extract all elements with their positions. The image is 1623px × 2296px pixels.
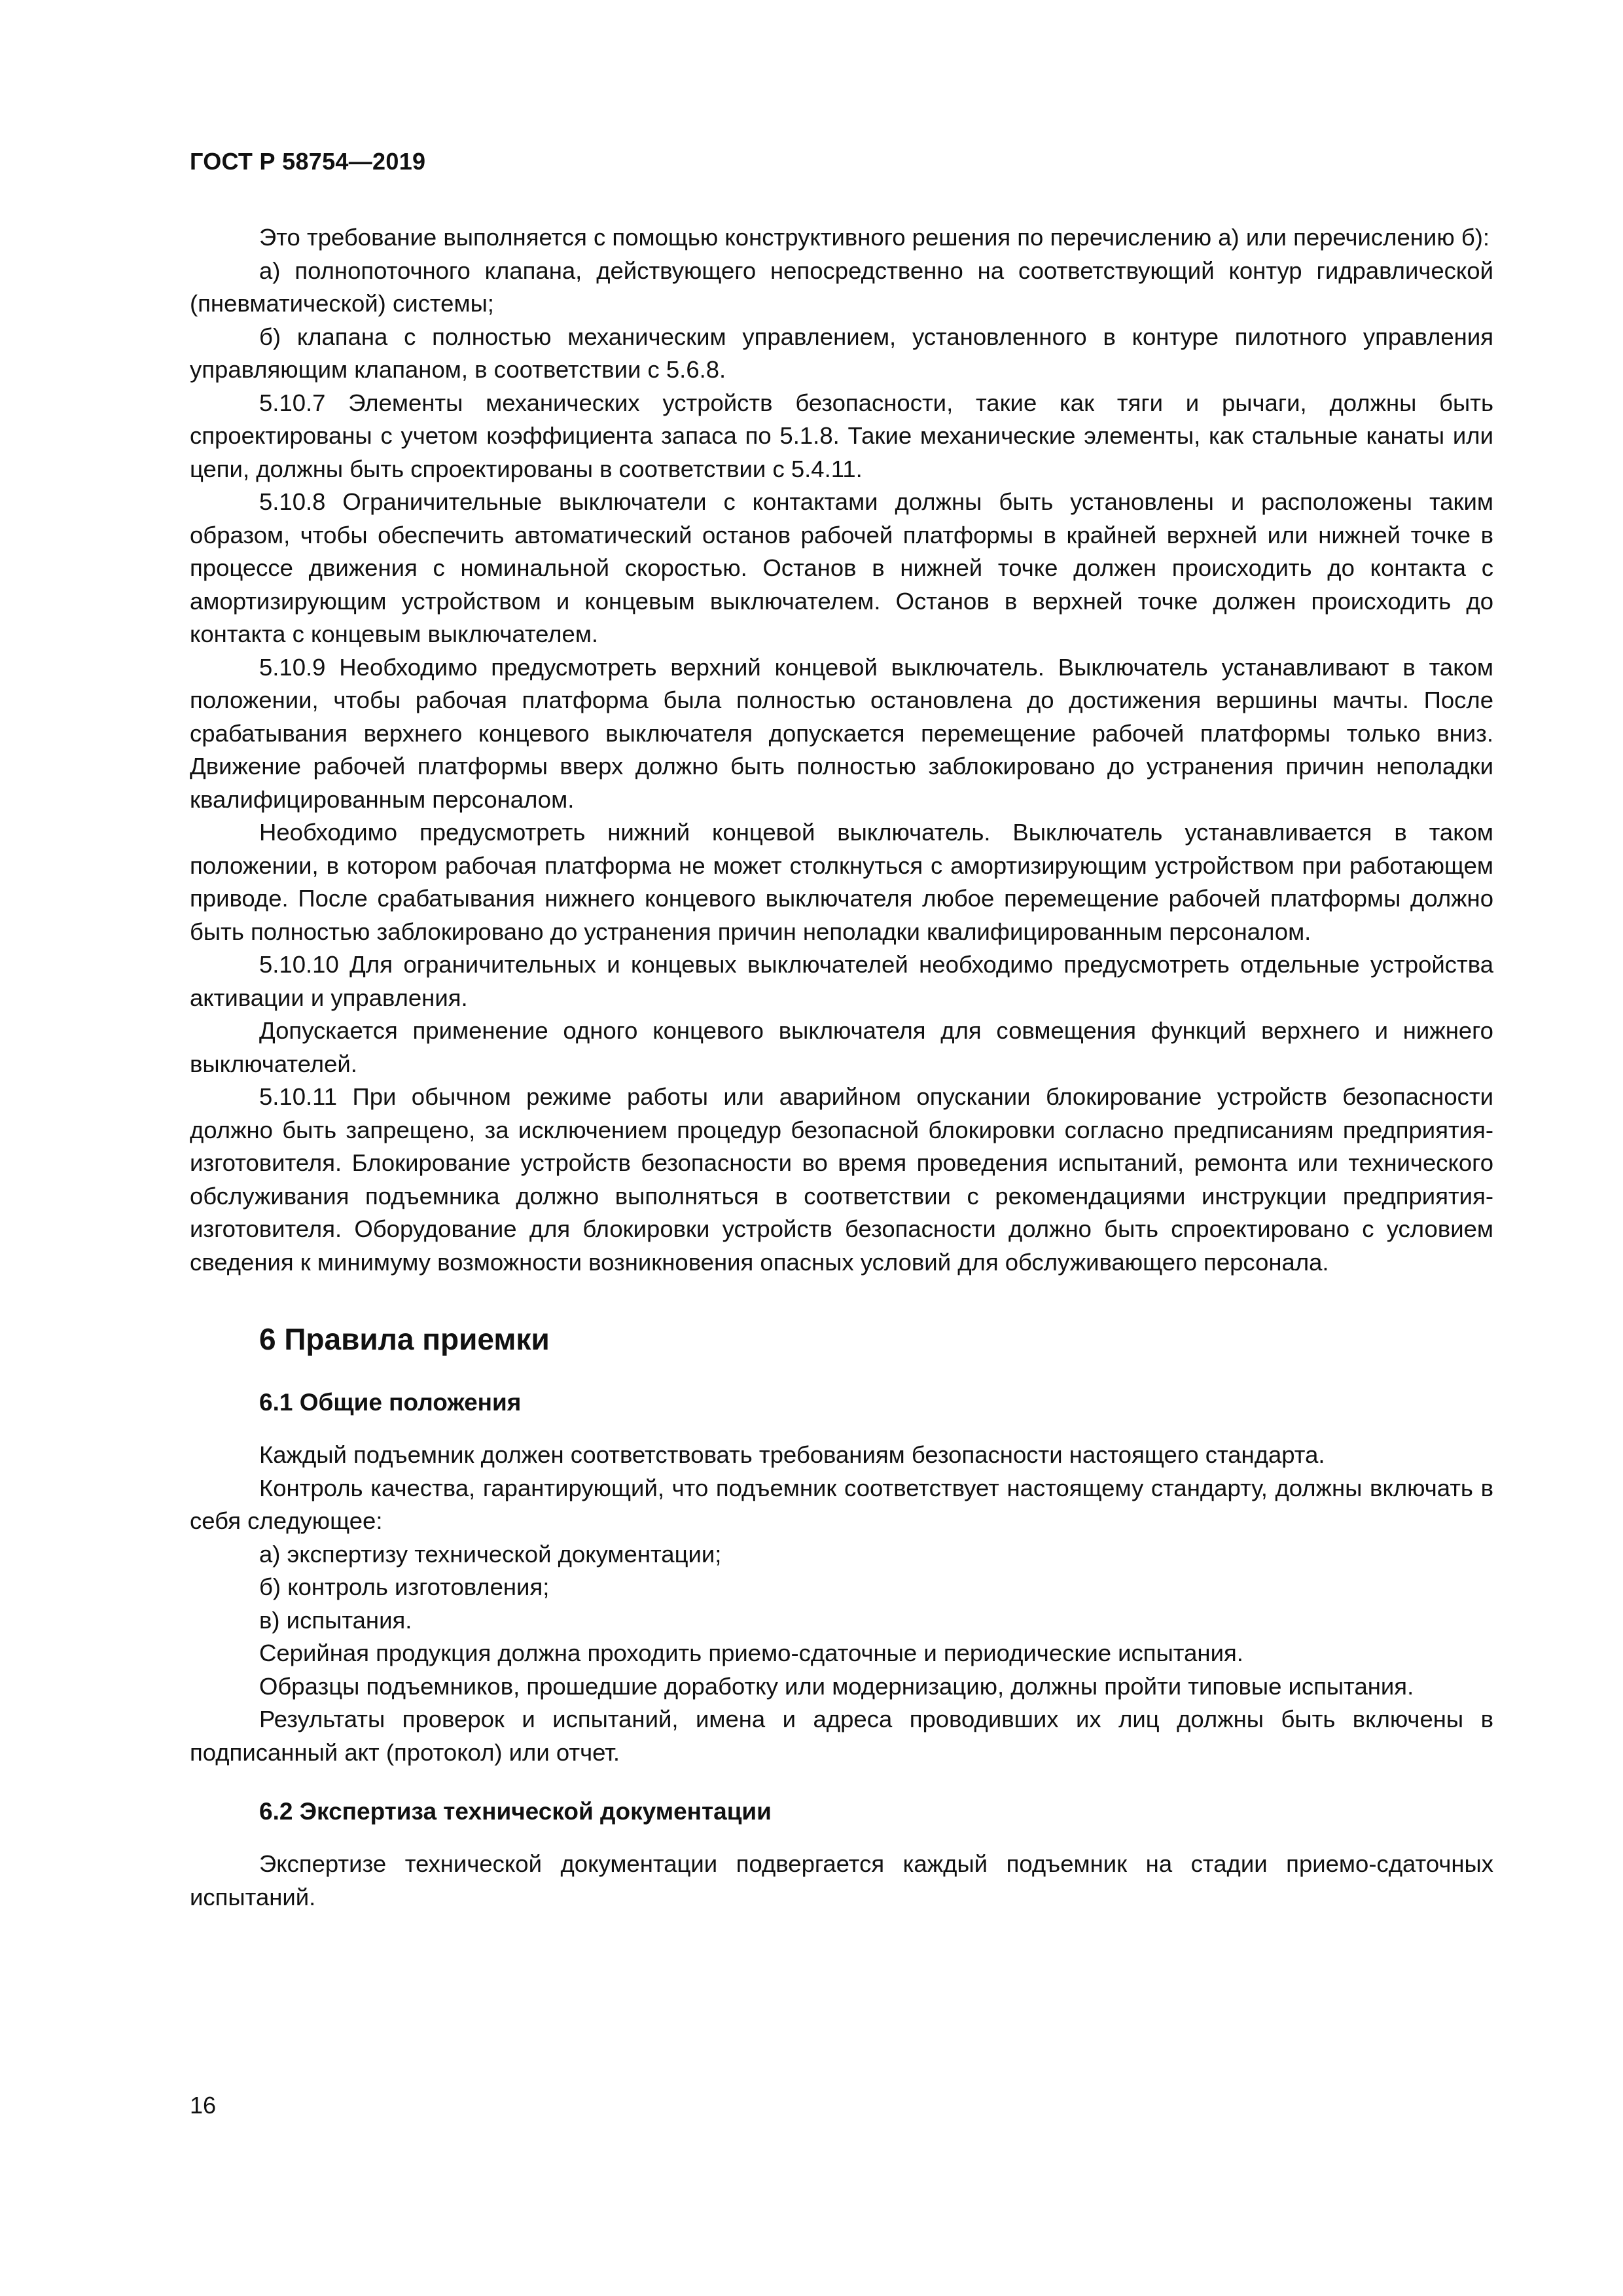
list-item: б) клапана с полностью механическим управлением, установленного в контуре пилотного управления управляющим клапаном, в соответствии с 5.6.8. bbox=[190, 323, 1493, 383]
list-item: в) испытания. bbox=[259, 1606, 412, 1634]
section-heading: 6 Правила приемки bbox=[259, 1322, 550, 1356]
paragraph: Это требование выполняется с помощью конструктивного решения по перечислению а) или перечислению б): bbox=[259, 224, 1490, 251]
document-header: ГОСТ Р 58754—2019 bbox=[190, 148, 426, 175]
paragraph: Результаты проверок и испытаний, имена и адреса проводивших их лиц должны быть включены в подписанный акт (протокол) или отчет. bbox=[190, 1706, 1493, 1766]
clause-5-10-9: 5.10.9 Необходимо предусмотреть верхний концевой выключатель. Выключатель устанавливают в таком положении, чтобы рабочая платформа была полностью остановлена до достижения вершины мачты. После срабатывания верхнего концевого выключателя допускается перемещение рабочей платформы только вниз. Движение рабочей платформы вверх должно быть полностью заблокировано до устранения причин неполадки квалифицированным персоналом. bbox=[190, 653, 1493, 813]
paragraph: Контроль качества, гарантирующий, что подъемник соответствует настоящему стандарту, должны включать в себя следующее: bbox=[190, 1474, 1493, 1534]
clause-5-10-10: 5.10.10 Для ограничительных и концевых выключателей необходимо предусмотреть отдельные устройства активации и управления. bbox=[190, 951, 1493, 1011]
paragraph: Каждый подъемник должен соответствовать требованиям безопасности настоящего стандарта. bbox=[259, 1441, 1325, 1468]
list-item: а) экспертизу технической документации; bbox=[259, 1540, 722, 1568]
subsection-heading: 6.2 Экспертиза технической документации bbox=[259, 1798, 772, 1825]
page-number: 16 bbox=[190, 2092, 217, 2119]
list-item: б) контроль изготовления; bbox=[259, 1573, 550, 1600]
paragraph: Допускается применение одного концевого выключателя для совмещения функций верхнего и нижнего выключателей. bbox=[190, 1017, 1493, 1077]
paragraph: Образцы подъемников, прошедшие доработку или модернизацию, должны пройти типовые испытания. bbox=[259, 1672, 1414, 1700]
clause-5-10-11: 5.10.11 При обычном режиме работы или аварийном опускании блокирование устройств безопасности должно быть запрещено, за исключением процедур безопасной блокировки согласно предписаниям предприятия-изготовителя. Блокирование устройств безопасности во время проведения испытаний, ремонта или технического обслуживания подъемника должно выполняться в соответствии с рекомендациями инструкции предприятия-изготовителя. Оборудование для блокировки устройств безопасности должно быть спроектировано с условием сведения к минимуму возможности возникновения опасных условий для обслуживающего персонала. bbox=[190, 1083, 1493, 1276]
clause-5-10-8: 5.10.8 Ограничительные выключатели с контактами должны быть установлены и расположены таким образом, чтобы обеспечить автоматический останов рабочей платформы в крайней верхней или нижней точке в процессе движения с номинальной скоростью. Останов в нижней точке должен происходить до контакта с амортизирующим устройством и концевым выключателем. Останов в верхней точке должен происходить до контакта с концевым выключателем. bbox=[190, 488, 1493, 647]
subsection-heading: 6.1 Общие положения bbox=[259, 1389, 522, 1416]
paragraph: Серийная продукция должна проходить приемо-сдаточные и периодические испытания. bbox=[259, 1640, 1243, 1666]
clause-5-10-7: 5.10.7 Элементы механических устройств безопасности, такие как тяги и рычаги, должны быть спроектированы с учетом коэффициента запаса по 5.1.8. Такие механические элементы, как стальные канаты или цепи, должны быть спроектированы в соответствии с 5.4.11. bbox=[190, 389, 1493, 482]
page-content bbox=[190, 221, 1493, 1914]
list-item: а) полнопоточного клапана, действующего непосредственно на соответствующий контур гидравлической (пневматической) системы; bbox=[190, 257, 1493, 317]
paragraph: Необходимо предусмотреть нижний концевой выключатель. Выключатель устанавливается в таком положении, в котором рабочая платформа не может столкнуться с амортизирующим устройством при работающем приводе. После срабатывания нижнего концевого выключателя любое перемещение рабочей платформы должно быть полностью заблокировано до устранения причин неполадки квалифицированным персоналом. bbox=[190, 819, 1493, 945]
paragraph: Экспертизе технической документации подвергается каждый подъемник на стадии приемо-сдаточных испытаний. bbox=[190, 1850, 1493, 1910]
